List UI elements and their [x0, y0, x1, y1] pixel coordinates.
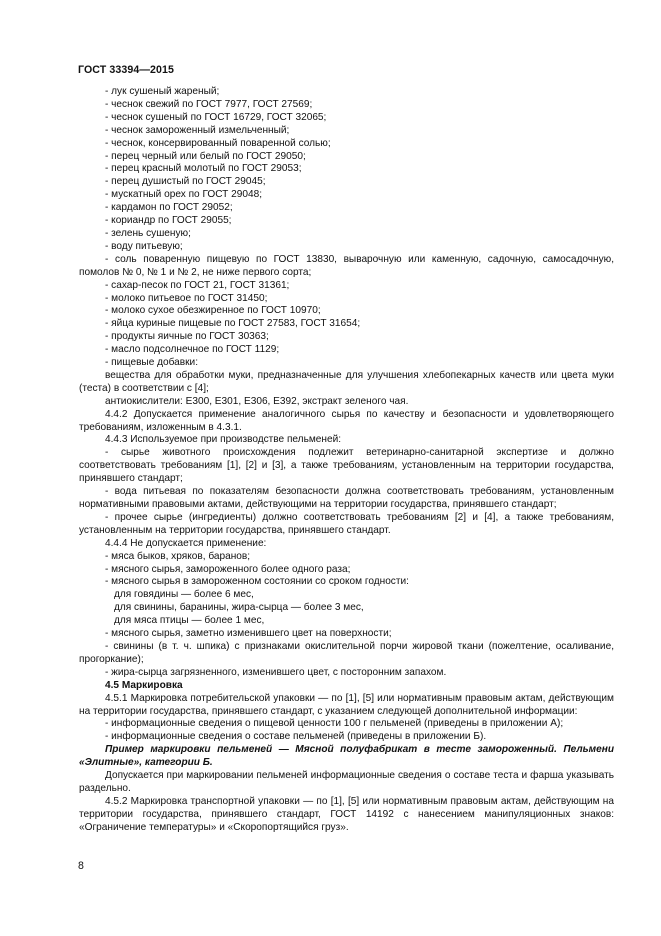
sub-item: для мяса птицы — более 1 мес, [114, 615, 265, 627]
list-item: - кардамон по ГОСТ 29052; [105, 202, 233, 214]
list-item: - чеснок замороженный измельченный; [105, 124, 290, 136]
list-item: - вода питьевая по показателям безопасности должна соответствовать требованиям, установленным нормативными правовыми актами, действующими на территории государства, принявшего стандарт; [79, 486, 614, 510]
list-item: - перец черный или белый по ГОСТ 29050; [105, 150, 306, 162]
document-header: ГОСТ 33394—2015 [78, 64, 175, 76]
section-heading: 4.5 Маркировка [105, 679, 183, 691]
clause-4-4-4: 4.4.4 Не допускается применение: [105, 537, 267, 549]
paragraph: вещества для обработки муки, предназначенные для улучшения хлебопекарных качеств или цвета муки (теста) в соответствии с [4]; [79, 369, 614, 394]
list-item: - кориандр по ГОСТ 29055; [105, 215, 232, 227]
paragraph: Допускается при маркировании пельменей информационные сведения о составе теста и фарша указывать раздельно. [79, 770, 614, 794]
list-item: - мяса быков, хряков, баранов; [105, 550, 251, 562]
list-item: - продукты яичные по ГОСТ 30363; [105, 331, 269, 343]
clause-4-5-1: 4.5.1 Маркировка потребительской упаковки — по [1], [5] или нормативным правовым актам, действующим на территории государства, принявшего стандарт, с указанием следующей дополнительной информации: [79, 692, 614, 717]
list-item: - зелень сушеную; [105, 227, 191, 239]
list-item: - лук сушеный жареный; [105, 86, 220, 97]
list-item: - сырье животного происхождения подлежит ветеринарно-санитарной экспертизе и должно соответствовать требованиям [1], [2] и [3], а также требованиям, установленным на территории государства, принявшего стандарт; [79, 447, 614, 485]
list-item: - мясного сырья в замороженном состоянии со сроком годности: [105, 576, 409, 588]
list-item: - свинины (в т. ч. шпика) с признаками окислительной порчи жировой ткани (пожелтение, осаливание, прогоркание); [79, 640, 614, 665]
list-item: - прочее сырье (ингредиенты) должно соответствовать требованиям [2] и [4], а также требованиям, установленным на территории государства, принявшего стандарт. [79, 511, 614, 536]
list-item: - яйца куриные пищевые по ГОСТ 27583, ГОСТ 31654; [105, 318, 361, 330]
sub-item: для свинины, баранины, жира-сырца — более 3 мес, [114, 602, 364, 614]
list-item: - перец красный молотый по ГОСТ 29053; [105, 163, 302, 175]
clause-4-4-2: 4.4.2 Допускается применение аналогичного сырья по качеству и безопасности и удовлетворяющего требованиям, изложенным в 4.3.1. [79, 408, 614, 433]
list-item: - чеснок свежий по ГОСТ 7977, ГОСТ 27569; [105, 98, 313, 110]
list-item: - молоко питьевое по ГОСТ 31450; [105, 292, 268, 304]
list-item: - мясного сырья, замороженного более одного раза; [105, 563, 351, 575]
clause-4-4-3: 4.4.3 Используемое при производстве пельменей: [105, 434, 342, 446]
list-item: - мясного сырья, заметно изменившего цвет на поверхности; [105, 628, 392, 640]
list-item: - перец душистый по ГОСТ 29045; [105, 176, 266, 188]
list-item: - жира-сырца загрязненного, изменившего цвет, с посторонним запахом. [105, 666, 447, 678]
page-number: 8 [78, 860, 84, 872]
list-item: - сахар-песок по ГОСТ 21, ГОСТ 31361; [105, 279, 290, 291]
list-item: - информационные сведения о пищевой ценности 100 г пельменей (приведены в приложении А); [105, 718, 564, 730]
list-item: - чеснок сушеный по ГОСТ 16729, ГОСТ 32065; [105, 111, 327, 123]
list-item: - молоко сухое обезжиренное по ГОСТ 10970; [105, 305, 321, 317]
list-item: - пищевые добавки: [105, 357, 198, 369]
list-item: - соль поваренную пищевую по ГОСТ 13830, выварочную или каменную, садочную, самосадочную, помолов № 0, № 1 и № 2, не ниже первого сорта; [79, 253, 614, 278]
list-item: - информационные сведения о составе пельменей (приведены в приложении Б). [105, 731, 487, 743]
sub-item: для говядины — более 6 мес, [114, 589, 254, 601]
clause-4-5-2: 4.5.2 Маркировка транспортной упаковки — по [1], [5] или нормативным правовым актам, действующим на территории государства, принявшего стандарт, ГОСТ 14192 с нанесением манипуляционных знаков: «Ограничение температуры» и «Скоропортящийся груз». [79, 795, 614, 833]
list-item: - чеснок, консервированный поваренной солью; [105, 137, 331, 149]
list-item: - масло подсолнечное по ГОСТ 1129; [105, 344, 280, 356]
example-text: Пример маркировки пельменей — Мясной полуфабрикат в тесте замороженный. Пельмени «Элитные», категории Б. [79, 744, 614, 769]
document-body [79, 86, 614, 835]
list-item: - воду питьевую; [105, 240, 183, 252]
paragraph: антиокислители: Е300, Е301, Е306, Е392, экстракт зеленого чая. [105, 395, 409, 407]
list-item: - мускатный орех по ГОСТ 29048; [105, 189, 263, 201]
